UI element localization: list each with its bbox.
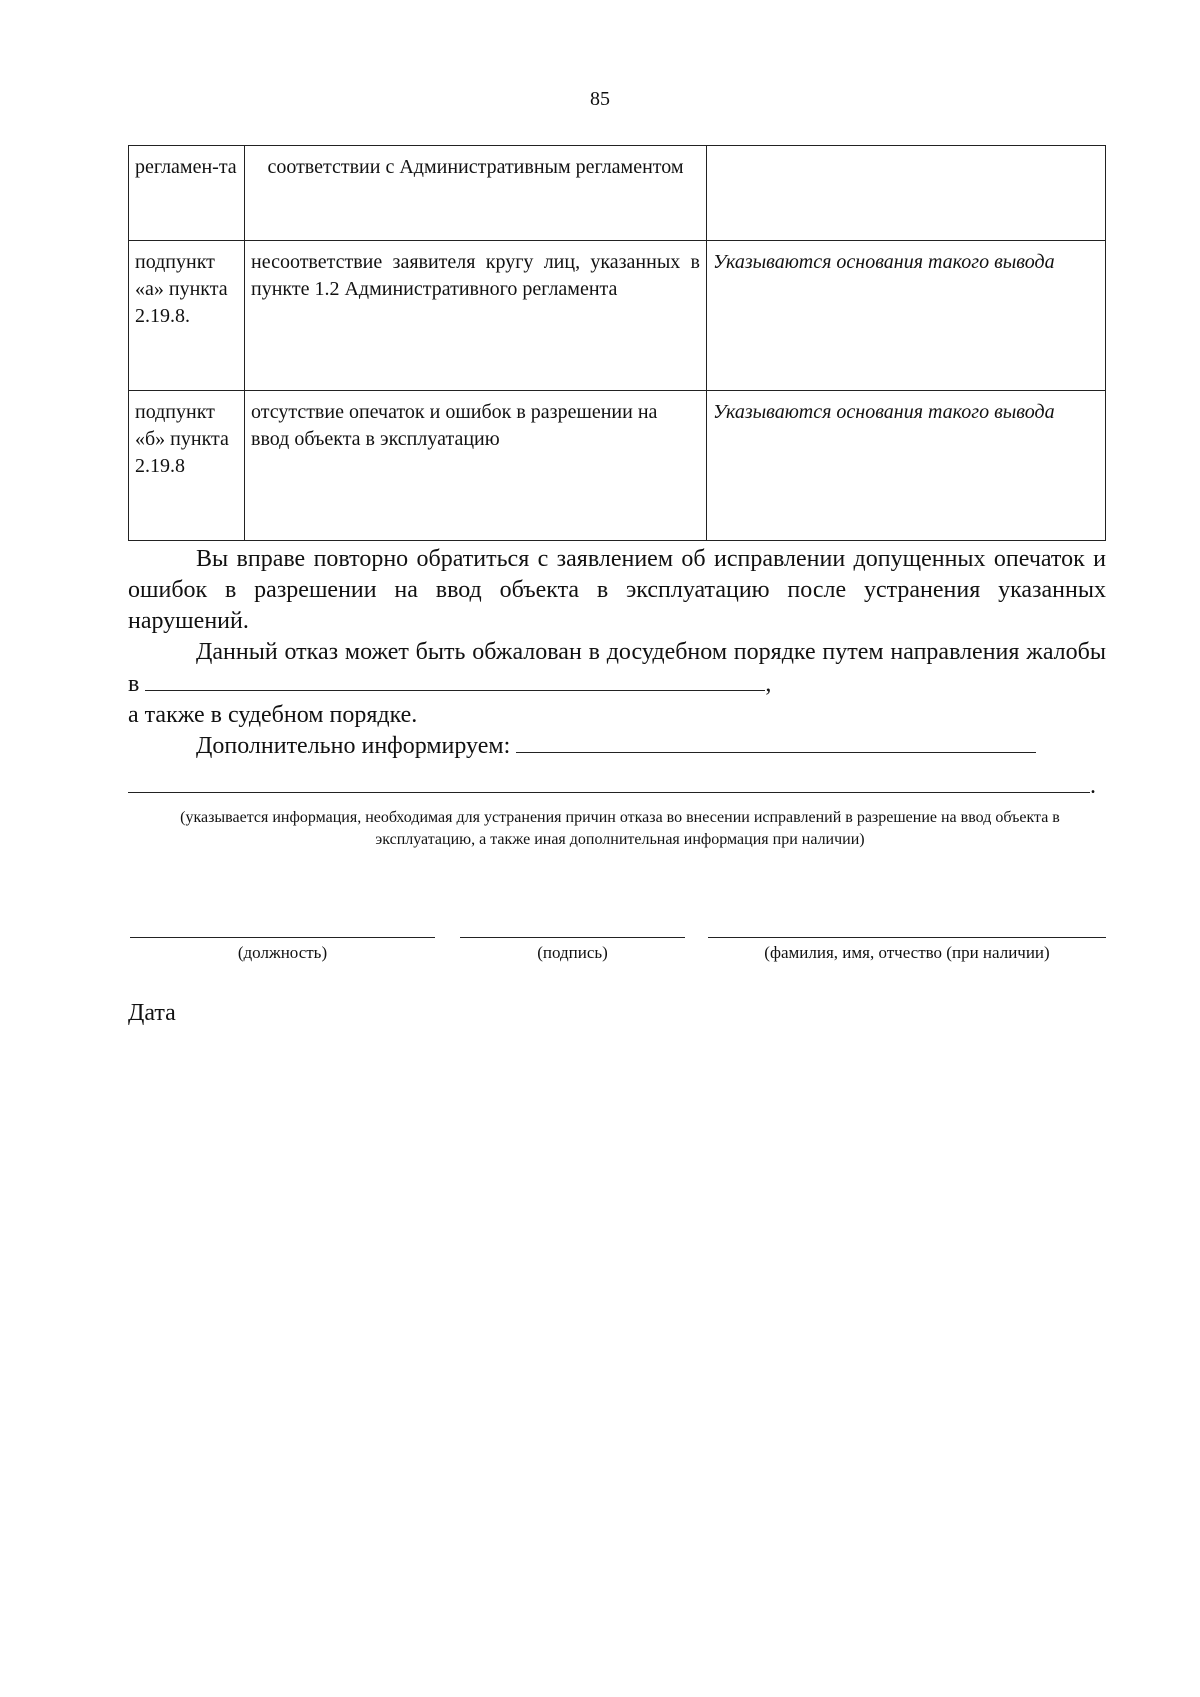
paragraph-reapply: Вы вправе повторно обратиться с заявлением об исправлении допущенных опечаток и ошибок в разрешении на ввод объекта в эксплуатацию после устранения указанных нарушений.: [128, 546, 1106, 634]
appeal-text: Данный отказ может быть обжалован в досудебном порядке путем направления жалобы в: [128, 639, 1106, 697]
page-number: 85: [590, 88, 610, 110]
signature-line: [460, 937, 685, 938]
table-cell-clause: подпункт «б» пункта 2.19.8: [129, 391, 245, 541]
note-text: (указывается информация, необходимая для устранения причин отказа во внесении исправлений в разрешение на ввод объекта в эксплуатацию, а также иная дополнительная информация при наличии): [180, 809, 1060, 848]
date-label: Дата: [128, 1000, 176, 1026]
additional-label: Дополнительно информируем:: [196, 733, 511, 759]
signature-label: (подпись): [537, 943, 608, 962]
name-line: [708, 937, 1106, 938]
table-cell-clause: подпункт «а» пункта 2.19.8.: [129, 241, 245, 391]
table-row: [129, 146, 1106, 241]
appeal-court-text: а также в судебном порядке.: [128, 702, 418, 728]
table-row: [129, 241, 1106, 391]
position-line: [130, 937, 435, 938]
paragraph-appeal: Данный отказ может быть обжалован в досудебном порядке путем направления жалобы в , а также в судебном порядке.: [128, 637, 1106, 731]
table-cell-explanation: Указываются основания такого вывода: [707, 391, 1106, 541]
decision-table: [128, 145, 1106, 541]
position-label: (должность): [237, 943, 328, 962]
additional-blank-line: [128, 770, 1090, 793]
paragraph-additional: Дополнительно информируем: .: [128, 730, 1106, 802]
table-cell-explanation: Указываются основания такого вывода: [707, 241, 1106, 391]
table-cell-reason: соответствии с Административным регламентом: [245, 146, 707, 241]
table-cell-explanation: [707, 146, 1106, 241]
additional-blank: [516, 730, 1036, 753]
table-row: [129, 391, 1106, 541]
table-cell-clause: регламен-та: [129, 146, 245, 241]
name-label: (фамилия, имя, отчество (при наличии): [764, 943, 1050, 962]
appeal-body-blank: [145, 668, 765, 691]
table-cell-reason: несоответствие заявителя кругу лиц, указанных в пункте 1.2 Административного регламента: [245, 241, 707, 391]
table-cell-reason: отсутствие опечаток и ошибок в разрешении на ввод объекта в эксплуатацию: [245, 391, 707, 541]
